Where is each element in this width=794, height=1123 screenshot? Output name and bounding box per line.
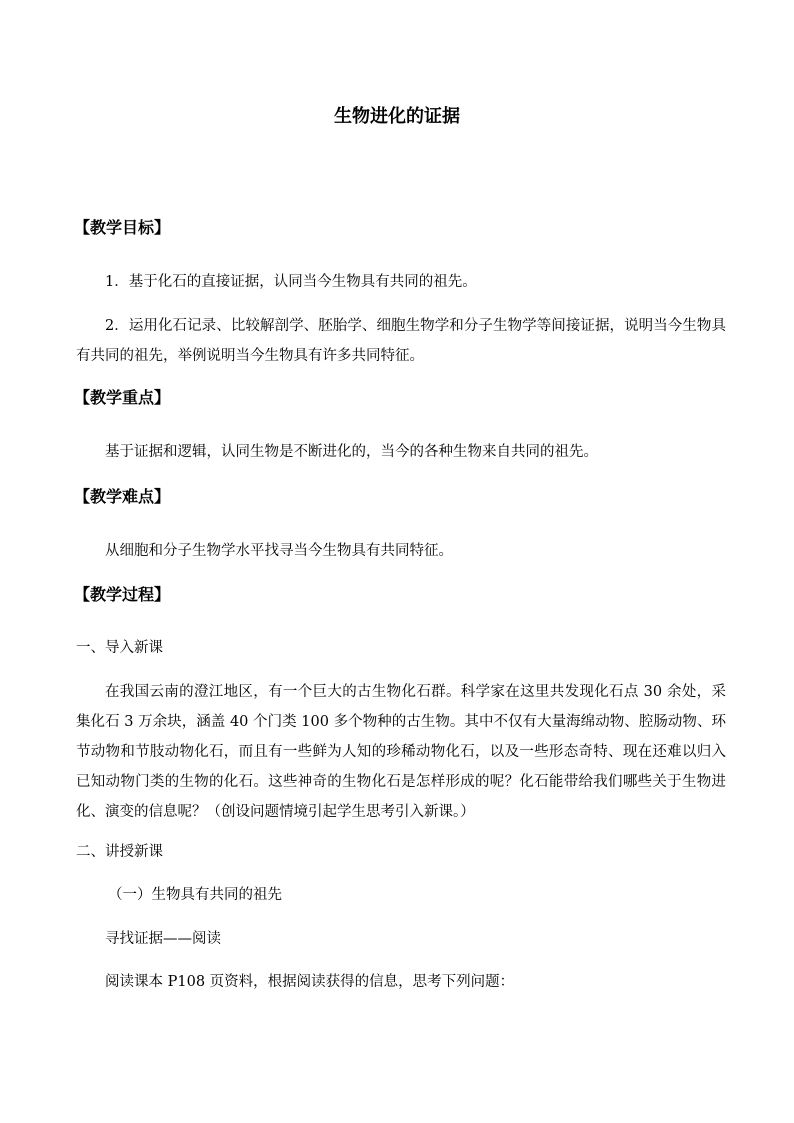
objectives-heading: 【教学目标】 — [74, 218, 171, 237]
difficulties-text: 从细胞和分子生物学水平找寻当今生物具有共同特征。 — [105, 543, 453, 559]
difficulties-heading: 【教学难点】 — [74, 487, 171, 506]
objective-item-1: 1．基于化石的直接证据，认同当今生物具有共同的祖先。 — [105, 274, 477, 290]
reading-task-text: 阅读课本 P108 页资料，根据阅读获得的信息，思考下列问题： — [105, 974, 515, 990]
section-2-title: 二、讲授新课 — [76, 844, 163, 860]
section-1-title: 一、导入新课 — [76, 640, 163, 656]
find-evidence-label: 寻找证据——阅读 — [105, 931, 221, 947]
objective-item-2: 2．运用化石记录、比较解剖学、胚胎学、细胞生物学和分子生物学等间接证据，说明当今生物具有共同的祖先，举例说明当今生物具有许多共同特征。 — [76, 318, 726, 364]
process-heading: 【教学过程】 — [74, 585, 171, 604]
subsection-1-title: （一）生物具有共同的祖先 — [108, 887, 282, 903]
document-title: 生物进化的证据 — [334, 106, 460, 127]
key-points-text: 基于证据和逻辑，认同生物是不断进化的，当今的各种生物来自共同的祖先。 — [105, 444, 598, 460]
section-1-text: 在我国云南的澄江地区，有一个巨大的古生物化石群。科学家在这里共发现化石点 30 余处，采集化石 3 万余块，涵盖 40 个门类 100 多个物种的古生物。其中不仅有大量海绵动物、腔肠动物、环节动物和节肢动物化石，而且有一些鲜为人知的珍稀动物化石，以及一些形态奇特、现在还难以归入已知动物门类的生物的化石。这些神奇的生物化石是怎样形成的呢？化石能带给我们哪些关于生物进化、演变的信息呢？（创设问题情境引起学生思考引入新课。） — [76, 684, 726, 820]
key-points-heading: 【教学重点】 — [74, 388, 171, 407]
